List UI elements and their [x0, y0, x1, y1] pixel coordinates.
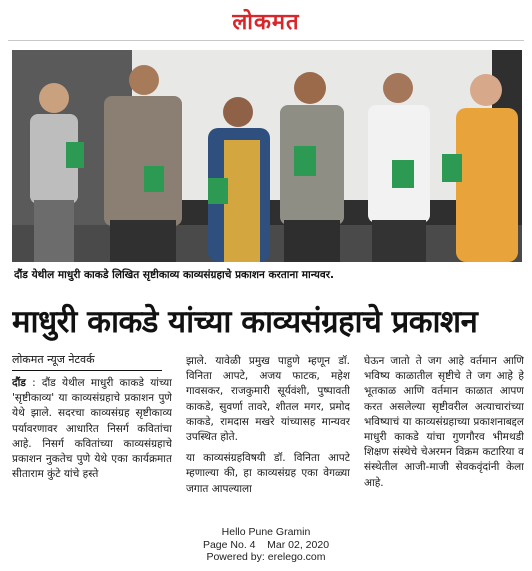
- article-column-1: [12, 376, 172, 514]
- article-paragraph: घेऊन जातो ते जग आहे वर्तमान आणि भविष्य काळातील सृष्टीचे ते जग आहे हे भूतकाळ आणि वर्तमान काळात आपण करत असलेल्या सृष्टीवरील अत्याचारांच्या भविष्याचं या काव्यसंग्रहाच्या प्रकाशनाबद्दल माधुरी काकडे यांचा गुणगौरव भीमथडी शिक्षण संस्थेचे चेअरमन विक्रम कटारिया व संस्थेतील आजी-माजी सेवकवृंदांनी केला आहे.: [364, 355, 524, 489]
- lokmat-logo: लोकमत: [232, 10, 300, 35]
- photo-caption: दौंड येथील माधुरी काकडे लिखित सृष्टीकाव्य काव्यसंग्रहाचे प्रकाशन करताना मान्यवर.: [14, 269, 335, 281]
- news-photo: [12, 50, 522, 262]
- article-paragraph: झाले. यावेळी प्रमुख पाहुणे म्हणून डॉ. विनिता आपटे, अजय फाटक, महेश गावसकर, राजकुमारी सूर्यवंशी, पुष्पावती काकडे, सुवर्णा तावरे, शीतल मगर, प्रमोद काकडे, रामदास मखरे यांच्यासह मान्यवर उपस्थित होते.: [186, 355, 350, 444]
- masthead: [0, 0, 532, 38]
- masthead-divider: [8, 40, 524, 41]
- powered-by: Powered by: erelego.com: [206, 551, 326, 563]
- page-footer: [0, 526, 532, 564]
- byline-divider: [12, 370, 162, 371]
- page-date: Page No. 4 Mar 02, 2020: [202, 538, 330, 551]
- byline: लोकमत न्यूज नेटवर्क: [12, 353, 95, 366]
- article-paragraph: या काव्यसंग्रहविषयी डॉ. विनिता आपटे म्हणाल्या की, हा काव्यसंग्रह एका वेगळ्या जगात आपल्याला: [186, 452, 350, 495]
- edition-name: Hello Pune Gramin: [221, 526, 311, 538]
- article-text: : दौंड येथील माधुरी काकडे यांच्या 'सृष्टीकाव्य' या काव्यसंग्रहाचे प्रकाशन पुणे येथे झाले. सदरचा काव्यसंग्रह सृष्टीकाव्य पर्यावरणावर आधारित निसर्ग कवितांचा आहे. निसर्ग कवितांच्या काव्यसंग्रहाचे प्रकाशन नुकतेच पुणे येथे एका कार्यक्रमात सीताराम कुंटे यांचे हस्ते: [12, 377, 172, 481]
- article-column-2: [186, 354, 350, 514]
- article-column-3: [364, 354, 524, 514]
- dateline: दौंड: [12, 377, 26, 389]
- group-photo-icon: [12, 50, 522, 262]
- headline: माधुरी काकडे यांच्या काव्यसंग्रहाचे प्रकाशन: [12, 304, 478, 340]
